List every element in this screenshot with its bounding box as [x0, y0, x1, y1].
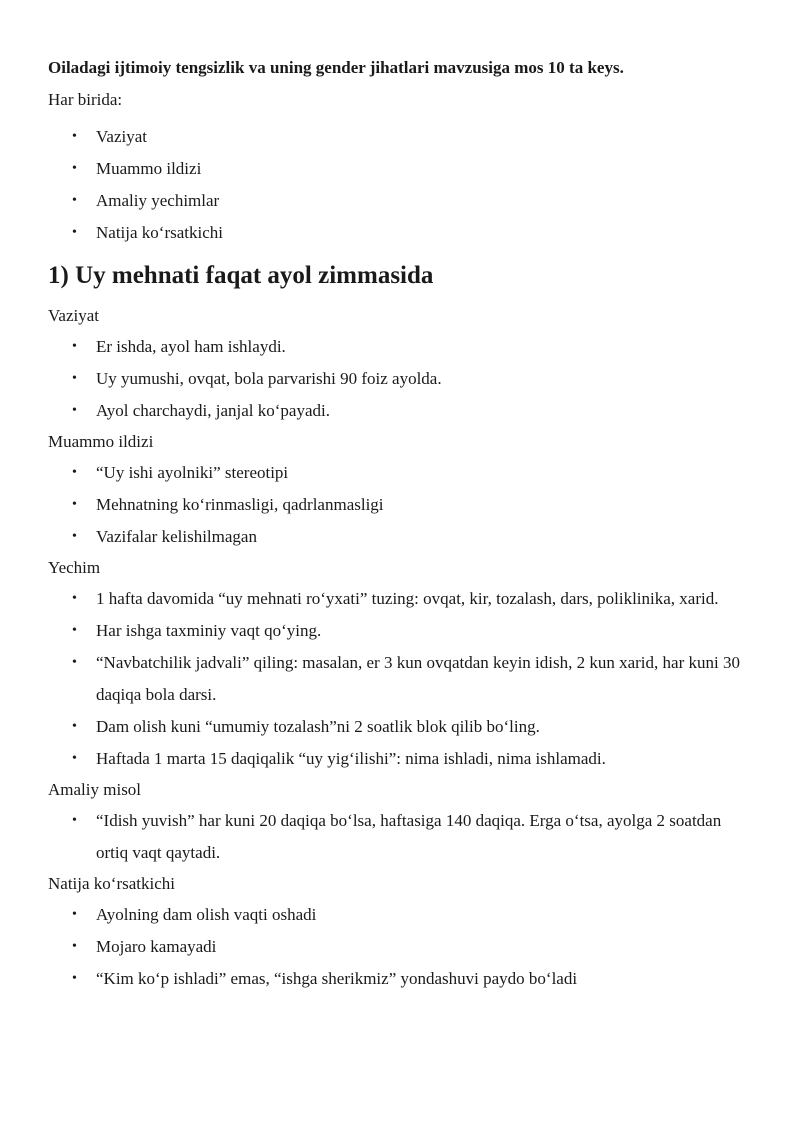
vaziyat-list	[48, 331, 748, 427]
bullet-icon: •	[72, 939, 77, 954]
list-item-text: Mehnatning ko‘rinmasligi, qadrlanmasligi	[96, 495, 384, 514]
ildiz-list	[48, 457, 748, 553]
list-item	[48, 331, 748, 363]
intro-list	[48, 121, 748, 249]
list-item	[48, 963, 748, 995]
natija-list	[48, 899, 748, 995]
list-item	[48, 805, 748, 869]
bullet-icon: •	[72, 225, 77, 240]
list-item-text: Ayol charchaydi, janjal ko‘payadi.	[96, 401, 330, 420]
intro-lead: Har birida:	[48, 90, 123, 109]
list-item-text: “Uy ishi ayolniki” stereotipi	[96, 463, 289, 482]
ildiz-block	[48, 431, 748, 553]
list-item-text: “Navbatchilik jadvali” qiling: masalan, er 3 kun ovqatdan keyin idish, 2 kun xarid, har kuni 30 daqiqa bola darsi.	[96, 653, 740, 704]
list-item	[48, 647, 748, 711]
list-item	[48, 583, 748, 615]
document-page	[48, 57, 748, 999]
list-item-text: Uy yumushi, ovqat, bola parvarishi 90 foiz ayolda.	[96, 369, 442, 388]
yechim-block	[48, 557, 748, 775]
list-item-text: “Kim ko‘p ishladi” emas, “ishga sherikmiz” yondashuvi paydo bo‘ladi	[96, 969, 578, 988]
bullet-icon: •	[72, 971, 77, 986]
list-item	[48, 185, 748, 217]
bullet-icon: •	[72, 339, 77, 354]
list-item-text: Muammo ildizi	[96, 159, 202, 178]
list-item-text: 1 hafta davomida “uy mehnati ro‘yxati” tuzing: ovqat, kir, tozalash, dars, poliklinika, xarid.	[96, 589, 719, 608]
bullet-icon: •	[72, 193, 77, 208]
bullet-icon: •	[72, 497, 77, 512]
list-item-text: Vazifalar kelishilmagan	[96, 527, 257, 546]
list-item-text: Ayolning dam olish vaqti oshadi	[96, 905, 317, 924]
natija-label: Natija ko‘rsatkichi	[48, 874, 175, 893]
vaziyat-label: Vaziyat	[48, 306, 99, 325]
list-item-text: Er ishda, ayol ham ishlaydi.	[96, 337, 286, 356]
list-item	[48, 153, 748, 185]
document-title: Oiladagi ijtimoiy tengsizlik va uning gender jihatlari mavzusiga mos 10 ta keys.	[48, 58, 624, 77]
list-item	[48, 217, 748, 249]
list-item	[48, 121, 748, 153]
list-item	[48, 457, 748, 489]
bullet-icon: •	[72, 813, 77, 828]
bullet-icon: •	[72, 623, 77, 638]
list-item	[48, 931, 748, 963]
list-item	[48, 395, 748, 427]
list-item-text: Mojaro kamayadi	[96, 937, 217, 956]
list-item-text: Dam olish kuni “umumiy tozalash”ni 2 soatlik blok qilib bo‘ling.	[96, 717, 540, 736]
bullet-icon: •	[72, 129, 77, 144]
bullet-icon: •	[72, 719, 77, 734]
ildiz-label: Muammo ildizi	[48, 432, 154, 451]
misol-list	[48, 805, 748, 869]
yechim-list	[48, 583, 748, 775]
list-item-text: Natija ko‘rsatkichi	[96, 223, 223, 242]
list-item	[48, 489, 748, 521]
list-item	[48, 615, 748, 647]
bullet-icon: •	[72, 403, 77, 418]
list-item-text: Har ishga taxminiy vaqt qo‘ying.	[96, 621, 322, 640]
list-item-text: Vaziyat	[96, 127, 147, 146]
misol-label: Amaliy misol	[48, 780, 142, 799]
list-item	[48, 521, 748, 553]
list-item-text: Haftada 1 marta 15 daqiqalik “uy yig‘ilishi”: nima ishladi, nima ishlamadi.	[96, 749, 606, 768]
bullet-icon: •	[72, 529, 77, 544]
vaziyat-block	[48, 305, 748, 427]
list-item	[48, 711, 748, 743]
yechim-label: Yechim	[48, 558, 101, 577]
list-item	[48, 363, 748, 395]
section-heading: 1) Uy mehnati faqat ayol zimmasida	[48, 262, 434, 289]
list-item	[48, 899, 748, 931]
bullet-icon: •	[72, 465, 77, 480]
list-item-text: Amaliy yechimlar	[96, 191, 220, 210]
misol-block	[48, 779, 748, 869]
natija-block	[48, 873, 748, 995]
bullet-icon: •	[72, 907, 77, 922]
bullet-icon: •	[72, 591, 77, 606]
bullet-icon: •	[72, 161, 77, 176]
list-item-text: “Idish yuvish” har kuni 20 daqiqa bo‘lsa, haftasiga 140 daqiqa. Erga o‘tsa, ayolga 2 soatdan ortiq vaqt qaytadi.	[96, 811, 722, 862]
list-item	[48, 743, 748, 775]
bullet-icon: •	[72, 751, 77, 766]
bullet-icon: •	[72, 371, 77, 386]
bullet-icon: •	[72, 655, 77, 670]
